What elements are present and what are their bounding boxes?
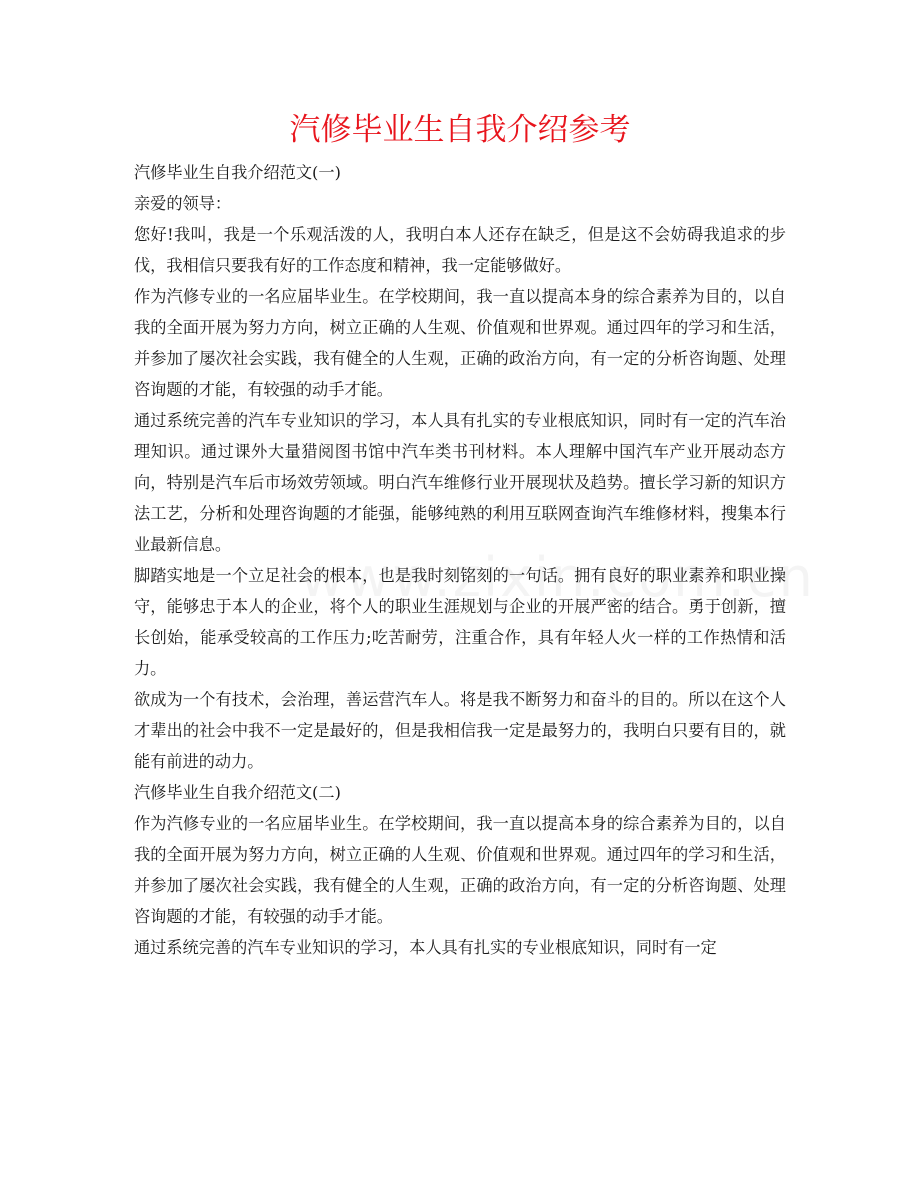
paragraph: 通过系统完善的汽车专业知识的学习，本人具有扎实的专业根底知识，同时有一定: [134, 938, 717, 957]
document-body: [134, 157, 786, 963]
paragraph: 欲成为一个有技术，会治理，善运营汽车人。将是我不断努力和奋斗的目的。所以在这个人才辈出的社会中我不一定是最好的，但是我相信我一定是最努力的，我明白只要有目的，就能有前进的动力。: [134, 690, 786, 771]
section-heading-1: 汽修毕业生自我介绍范文(一): [134, 163, 341, 182]
paragraph: 作为汽修专业的一名应届毕业生。在学校期间，我一直以提高本身的综合素养为目的，以自我的全面开展为努力方向，树立正确的人生观、价值观和世界观。通过四年的学习和生活，并参加了屡次社会实践，我有健全的人生观，正确的政治方向，有一定的分析咨询题、处理咨询题的才能，有较强的动手才能。: [134, 814, 786, 926]
paragraph: 您好!我叫，我是一个乐观活泼的人，我明白本人还存在缺乏，但是这不会妨碍我追求的步伐，我相信只要我有好的工作态度和精神，我一定能够做好。: [134, 225, 786, 275]
paragraph: 通过系统完善的汽车专业知识的学习，本人具有扎实的专业根底知识，同时有一定的汽车治理知识。通过课外大量猎阅图书馆中汽车类书刊材料。本人理解中国汽车产业开展动态方向，特别是汽车后市场效劳领域。明白汽车维修行业开展现状及趋势。擅长学习新的知识方法工艺，分析和处理咨询题的才能强，能够纯熟的利用互联网查询汽车维修材料，搜集本行业最新信息。: [134, 411, 786, 554]
paragraph: 作为汽修专业的一名应届毕业生。在学校期间，我一直以提高本身的综合素养为目的，以自我的全面开展为努力方向，树立正确的人生观、价值观和世界观。通过四年的学习和生活，并参加了屡次社会实践，我有健全的人生观，正确的政治方向，有一定的分析咨询题、处理咨询题的才能，有较强的动手才能。: [134, 287, 786, 399]
paragraph: 脚踏实地是一个立足社会的根本，也是我时刻铭刻的一句话。拥有良好的职业素养和职业操守，能够忠于本人的企业，将个人的职业生涯规划与企业的开展严密的结合。勇于创新，擅长创始，能承受较高的工作压力;吃苦耐劳，注重合作，具有年轻人火一样的工作热情和活力。: [134, 566, 786, 678]
salutation: 亲爱的领导：: [134, 194, 232, 213]
document-title: 汽修毕业生自我介绍参考: [289, 112, 631, 148]
section-heading-2: 汽修毕业生自我介绍范文(二): [134, 783, 341, 802]
